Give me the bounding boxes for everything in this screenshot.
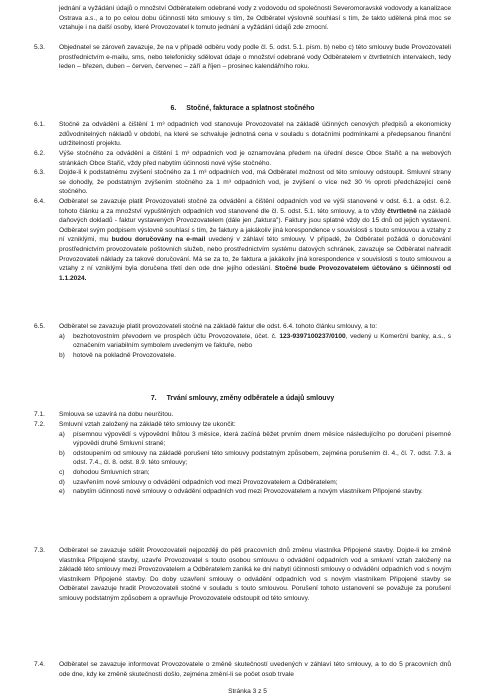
clause-7-4 (34, 660, 451, 679)
clause-7-1 (34, 410, 451, 420)
list-marker: d) (59, 478, 65, 486)
list-text: nabytím účinnosti nové smlouvy o odvádění odpadních vod mezi Provozovatelem a novým vlastníkem Připojené stavby. (73, 488, 423, 496)
clause-6-3 (34, 168, 451, 197)
list-item-e (59, 487, 451, 497)
list-item-a (59, 430, 451, 449)
clause-7-3 (34, 546, 451, 604)
clause-text: Výše stočného za odvádění a čištění 1 m³ odpadních vod je oznamována předem na úřední desce Obce Stařič a na webových stránkách Obce Stařič, vždy před nabytím účinnosti nové výše stočného. (59, 150, 451, 167)
text-run: uvedený v záhlaví této smlouvy. V případě, že Odběratel požádá o doručování prostřednictvím provozovatele poštovních služeb, nebo prostřednictvím systému datových schránek, zavazuje se Odběratel nahradit Provozovateli náklady za takové doručování. Má se za to, že faktura a jakákoliv jiná korespondence v souvislosti s touto smlouvou a vztahy z ní vzniklými byla doručena třetí den ode dne jejího odeslání. (59, 236, 451, 273)
clause-text (59, 197, 451, 283)
clause-number: 6.2. (34, 150, 45, 157)
list-item-b (59, 449, 451, 468)
clause-text: Objednatel se zároveň zavazuje, že na v případě odběru vody podle čl. 5. odst. 5.1. písm. b) nebo c) této smlouvy bude Provozovateli prostřednictvím e-mailu, sms, nebo telefonicky sdělovat údaje o množství odebrané vody Odběratelem v čtvrtletních intervalech, tedy leden – březen, duben – červen, červenec – září a říjen – prosinec kalendářního roku. (59, 44, 451, 71)
clause-text: Dojde-li k podstatnému zvýšení stočného za 1 m³ odpadních vod, má Odběratel možnost od této smlouvy odstoupit. Smluvní strany se dohodly, že podstatným zvýšením stočného za 1 m³ odpadních vod, je zvýšení o více než 30 % oproti předcházející ceně stočného. (59, 169, 451, 196)
clause-number: 6.4. (34, 198, 45, 205)
list-text: odstoupením od smlouvy na základě porušení této smlouvy podstatným způsobem, zejména porušením čl. 4., čl. 7. odst. 7.3. a odst. 7.4., čl. 8. odst. 8.9. této smlouvy; (73, 449, 451, 467)
bold-run: Stočné bude Provozovatelem účtováno s účinností od 1.1.2024. (59, 265, 451, 282)
clause-5-3 (34, 43, 451, 72)
clause-number: 7.3. (34, 547, 45, 554)
account-number: 123-9397100237/0100 (279, 332, 346, 340)
list-item-a (59, 332, 451, 351)
clause-number: 7.2. (34, 421, 45, 428)
section-title: Stočné, fakturace a splatnost stočného (186, 105, 315, 112)
section-number: 6. (170, 105, 177, 112)
list-marker: b) (59, 449, 65, 457)
section-heading-6 (34, 105, 451, 112)
clause-number: 7.4. (34, 661, 45, 668)
section-number: 7. (150, 395, 157, 402)
clause-number: 5.3. (34, 44, 45, 51)
clause-number: 6.1. (34, 121, 45, 128)
list-item-c (59, 468, 451, 478)
section-title: Trvání smlouvy, změny odběratele a údajů smlouvy (166, 395, 335, 402)
continuation-paragraph: jednání a vyžádání údajů o množství Odběratelem odebrané vody z vodovodu od společnosti Severomoravské vodovody a kanalizace Ostrava a.s., a to po celou dobu účinnosti této smlouvy s tím, že Odběratel výslovně souhlasí s tím, že takto udělená plná moc se vztahuje i na další osoby, které Provozovatel k tomuto jednání a vyžádání údajů zde zmocní. (59, 5, 451, 32)
list-marker: e) (59, 488, 65, 496)
text-run: bezhotovostním převodem ve prospěch účtu Provozovatele, účet. č. (73, 332, 280, 340)
section-heading-7 (34, 395, 451, 402)
clause-text: Smlouva se uzavírá na dobu neurčitou. (59, 411, 174, 418)
clause-text: Stočné za odvádění a čištění 1 m³ odpadních vod stanovuje Provozovatel na základě účinných cenových předpisů a ekonomicky zdůvodnitelných nákladů v období, na které se schvaluje jednotná cena v souladu s dotačními podmínkami a předepsanou finanční udržitelností projektu. (59, 121, 451, 148)
list-item-b (59, 351, 451, 361)
clause-6-2 (34, 149, 451, 168)
clause-6-1 (34, 120, 451, 149)
list-marker: b) (59, 351, 65, 359)
clause-7-2 (34, 420, 451, 497)
clause-text: Smluvní vztah založený na základě této smlouvy lze ukončit: (59, 421, 236, 428)
bold-run: čtvrtletně (387, 207, 417, 215)
clause-text: Odběratel se zavazuje informovat Provozovatele o změně skutečností uvedených v záhlaví této smlouvy, a to do 5 pracovních dnů ode dne, kdy ke změně skutečnosti došlo, zejména změní-li se počet osob trvale (59, 661, 451, 678)
page-footer: Stránka 3 z 5 (228, 688, 267, 695)
list-item-d (59, 478, 451, 488)
list-marker: a) (59, 332, 65, 340)
list-marker: c) (59, 468, 65, 476)
list-marker: a) (59, 430, 65, 438)
clause-text: Odběratel se zavazuje platit provozovateli stočné na základě faktur dle odst. 6.4. tohoto článku smlouvy, a to: (59, 323, 378, 330)
clause-6-5 (34, 322, 451, 360)
list-text: dohodou Smluvních stran; (73, 468, 150, 476)
text-run: Odběratel se zavazuje platit Provozovateli stočné za odvádění a čištění odpadních vod ve výši stanovené v odst. 6.1. a odst. 6.2. tohoto článku a za množství vypuštěných odpadních vod stanovené dle čl. 5. odst. 5.1. této smlouvy, a to vždy (59, 198, 451, 215)
clause-number: 6.3. (34, 169, 45, 176)
text-run: na základě daňových dokladů - faktur vystavených Provozovatelem (dále jen „faktura"). Faktury jsou splatné vždy do 15 dnů od jejich vystavení. Odběratel svým podpisem výslovně souhlasí s tím, že faktury a jakákoliv jiná korespondence v souvislosti s touto smlouvou a vztahy z ní vzniklými, mu (59, 207, 451, 244)
clause-number: 7.1. (34, 411, 45, 418)
clause-text: Odběratel se zavazuje sdělit Provozovateli nejpozději do pěti pracovních dnů změnu vlastníka Připojené stavby. Dojde-li ke změně vlastníka Připojené stavby, uzavře Provozovatel s touto osobou smlouvu o odvádění odpadních vod a smluvní vztah založený na základě této smlouvy mezi Provozovatelem a Odběratelem zaniká ke dni nabytí účinnosti smlouvy o odvádění odpadních vod s novým vlastníkem Připojené stavby. Do doby uzavření smlouvy o odvádění odpadních vod s novým vlastníkem Připojené stavby se Odběratel zavazuje hradit Provozovateli stočné v souladu s touto smlouvou. Porušení tohoto ustanovení se považuje za porušení smlouvy podstatným způsobem a opravňuje Provozovatele odstoupit od této smlouvy. (59, 547, 451, 602)
list-text: hotově na pokladně Provozovatele. (73, 351, 177, 359)
text-run: , vedený u Komerční banky, a.s., s označením variabilním symbolem uvedeným ve faktuře, nebo (73, 332, 451, 350)
list-text: písemnou výpovědí s výpovědní lhůtou 3 měsíce, která začíná běžet prvním dnem měsíce následujícího po doručení písemné výpovědi druhé Smluvní straně; (73, 430, 451, 448)
bold-run: budou doručovány na e-mail (111, 236, 206, 244)
clause-number: 6.5. (34, 323, 45, 330)
list-text: uzavřením nové smlouvy o odvádění odpadních vod mezi Provozovatelem a Odběratelem; (73, 478, 338, 486)
clause-6-4 (34, 197, 451, 283)
